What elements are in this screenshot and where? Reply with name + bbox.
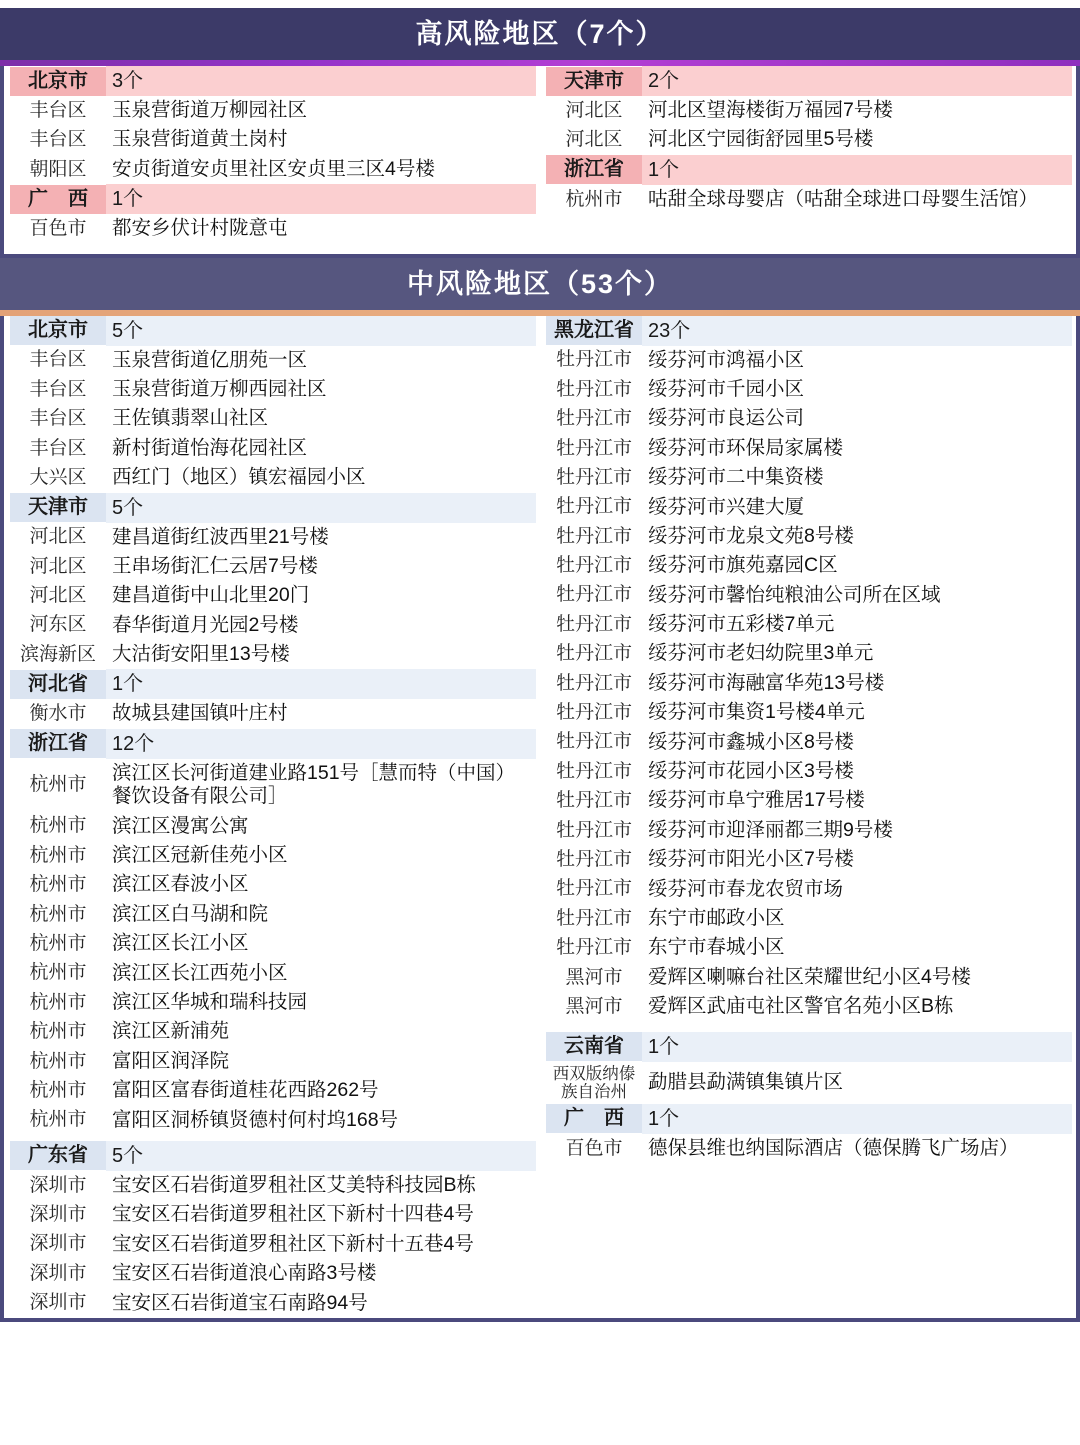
place-name: 绥芬河市二中集资楼 xyxy=(642,463,1072,492)
place-name: 宝安区石岩街道浪心南路3号楼 xyxy=(106,1259,536,1288)
district-name: 牡丹江市 xyxy=(546,728,642,756)
place-name: 绥芬河市阳光小区7号楼 xyxy=(642,845,1072,874)
place-name: 宝安区石岩街道罗租社区下新村十四巷4号 xyxy=(106,1200,536,1229)
district-name: 杭州市 xyxy=(10,1018,106,1046)
row-spacer xyxy=(10,244,536,254)
province-count: 1个 xyxy=(642,155,1072,185)
table-row xyxy=(10,1047,536,1076)
row-spacer xyxy=(546,1022,1072,1032)
district-name: 杭州市 xyxy=(546,186,642,214)
province-name: 黑龙江省 xyxy=(546,316,642,345)
district-name: 杭州市 xyxy=(10,1048,106,1076)
place-name: 滨江区长河街道建业路151号［慧而特（中国）餐饮设备有限公司］ xyxy=(106,759,536,812)
place-name: 绥芬河市鸿福小区 xyxy=(642,346,1072,375)
district-name: 牡丹江市 xyxy=(546,376,642,404)
district-name: 牡丹江市 xyxy=(546,846,642,874)
place-name: 滨江区白马湖和院 xyxy=(106,900,536,929)
table-row xyxy=(10,375,536,404)
place-name: 东宁市邮政小区 xyxy=(642,904,1072,933)
district-name: 深圳市 xyxy=(10,1230,106,1258)
province-header-row xyxy=(10,1141,536,1171)
province-header-row xyxy=(10,66,536,96)
district-name: 杭州市 xyxy=(10,959,106,987)
place-name: 绥芬河市海融富华苑13号楼 xyxy=(642,669,1072,698)
table-row xyxy=(546,522,1072,551)
province-header-row xyxy=(10,316,536,346)
table-row xyxy=(546,1062,1072,1104)
province-count: 5个 xyxy=(106,493,536,523)
district-name: 河北区 xyxy=(546,126,642,154)
district-name: 丰台区 xyxy=(10,97,106,125)
province-count: 12个 xyxy=(106,729,536,759)
high-risk-title: 高风险地区（7个） xyxy=(415,19,665,49)
province-name: 北京市 xyxy=(10,67,106,96)
district-name: 牡丹江市 xyxy=(546,464,642,492)
district-name: 牡丹江市 xyxy=(546,787,642,815)
table-row xyxy=(546,493,1072,522)
district-name: 牡丹江市 xyxy=(546,905,642,933)
place-name: 王串场街汇仁云居7号楼 xyxy=(106,552,536,581)
table-row xyxy=(10,346,536,375)
place-name: 王佐镇翡翠山社区 xyxy=(106,404,536,433)
table-row xyxy=(10,1259,536,1288)
district-name: 杭州市 xyxy=(10,812,106,840)
table-row xyxy=(10,155,536,184)
place-name: 新村街道怡海花园社区 xyxy=(106,434,536,463)
place-name: 河北区宁园街舒园里5号楼 xyxy=(642,125,1072,154)
district-name: 丰台区 xyxy=(10,126,106,154)
district-name: 牡丹江市 xyxy=(546,699,642,727)
district-name: 杭州市 xyxy=(10,771,106,799)
table-row xyxy=(546,185,1072,214)
place-name: 绥芬河市环保局家属楼 xyxy=(642,434,1072,463)
table-row xyxy=(10,988,536,1017)
province-count: 5个 xyxy=(106,316,536,346)
table-row xyxy=(10,404,536,433)
district-name: 黑河市 xyxy=(546,993,642,1021)
place-name: 富阳区洞桥镇贤德村何村坞168号 xyxy=(106,1106,536,1135)
place-name: 绥芬河市千园小区 xyxy=(642,375,1072,404)
place-name: 玉泉营街道黄土岗村 xyxy=(106,125,536,154)
district-name: 杭州市 xyxy=(10,989,106,1017)
district-name: 杭州市 xyxy=(10,842,106,870)
province-header-row xyxy=(546,1104,1072,1134)
table-row xyxy=(546,1134,1072,1163)
province-header-row xyxy=(546,66,1072,96)
place-name: 富阳区富春街道桂花西路262号 xyxy=(106,1076,536,1105)
province-name: 浙江省 xyxy=(546,155,642,184)
district-name: 杭州市 xyxy=(10,871,106,899)
place-name: 绥芬河市阜宁雅居17号楼 xyxy=(642,786,1072,815)
table-row xyxy=(546,434,1072,463)
place-name: 富阳区润泽院 xyxy=(106,1047,536,1076)
province-name: 河北省 xyxy=(10,670,106,699)
province-name: 天津市 xyxy=(10,493,106,522)
place-name: 爱辉区喇嘛台社区荣耀世纪小区4号楼 xyxy=(642,963,1072,992)
table-row xyxy=(546,816,1072,845)
place-name: 勐腊县勐满镇集镇片区 xyxy=(642,1068,1072,1097)
table-row xyxy=(10,1106,536,1135)
district-name: 西双版纳傣族自治州 xyxy=(546,1062,642,1104)
table-row xyxy=(546,698,1072,727)
district-name: 牡丹江市 xyxy=(546,670,642,698)
place-name: 春华街道月光园2号楼 xyxy=(106,611,536,640)
district-name: 朝阳区 xyxy=(10,156,106,184)
table-row xyxy=(546,346,1072,375)
place-name: 爱辉区武庙屯社区警官名苑小区B栋 xyxy=(642,992,1072,1021)
district-name: 深圳市 xyxy=(10,1289,106,1317)
place-name: 安贞街道安贞里社区安贞里三区4号楼 xyxy=(106,155,536,184)
table-row xyxy=(10,1289,536,1318)
high-risk-table xyxy=(0,66,1080,258)
place-name: 都安乡伏计村陇意屯 xyxy=(106,214,536,243)
table-row xyxy=(10,900,536,929)
province-name: 广东省 xyxy=(10,1141,106,1170)
table-row xyxy=(546,463,1072,492)
place-name: 滨江区华城和瑞科技园 xyxy=(106,988,536,1017)
table-row xyxy=(10,1171,536,1200)
mid-risk-table xyxy=(0,316,1080,1318)
top-padding xyxy=(0,0,1080,8)
place-name: 绥芬河市五彩楼7单元 xyxy=(642,610,1072,639)
district-name: 牡丹江市 xyxy=(546,523,642,551)
place-name: 玉泉营街道万柳西园社区 xyxy=(106,375,536,404)
table-row xyxy=(546,933,1072,962)
district-name: 丰台区 xyxy=(10,435,106,463)
table-row xyxy=(546,728,1072,757)
district-name: 河北区 xyxy=(10,553,106,581)
province-header-row xyxy=(10,729,536,759)
table-row xyxy=(10,611,536,640)
table-row xyxy=(10,640,536,669)
province-header-row xyxy=(546,155,1072,185)
place-name: 东宁市春城小区 xyxy=(642,933,1072,962)
table-row xyxy=(10,1230,536,1259)
table-row xyxy=(10,434,536,463)
table-row xyxy=(546,581,1072,610)
table-row xyxy=(546,610,1072,639)
table-row xyxy=(546,757,1072,786)
place-name: 宝安区石岩街道罗租社区艾美特科技园B栋 xyxy=(106,1171,536,1200)
district-name: 丰台区 xyxy=(10,346,106,374)
table-row xyxy=(10,125,536,154)
mid-risk-title: 中风险地区（53个） xyxy=(406,268,674,299)
district-name: 滨海新区 xyxy=(10,641,106,669)
province-count: 1个 xyxy=(642,1032,1072,1062)
table-row xyxy=(546,669,1072,698)
place-name: 河北区望海楼街万福园7号楼 xyxy=(642,96,1072,125)
district-name: 牡丹江市 xyxy=(546,405,642,433)
district-name: 深圳市 xyxy=(10,1201,106,1229)
table-row xyxy=(10,523,536,552)
district-name: 牡丹江市 xyxy=(546,346,642,374)
province-name: 广 西 xyxy=(546,1104,642,1133)
place-name: 滨江区长江西苑小区 xyxy=(106,959,536,988)
province-count: 2个 xyxy=(642,66,1072,96)
place-name: 建昌道街红波西里21号楼 xyxy=(106,523,536,552)
province-count: 1个 xyxy=(642,1104,1072,1134)
table-row xyxy=(546,904,1072,933)
place-name: 绥芬河市龙泉文苑8号楼 xyxy=(642,522,1072,551)
district-name: 牡丹江市 xyxy=(546,552,642,580)
district-name: 百色市 xyxy=(10,215,106,243)
place-name: 滨江区漫寓公寓 xyxy=(106,812,536,841)
table-row xyxy=(10,463,536,492)
place-name: 绥芬河市馨怡纯粮油公司所在区域 xyxy=(642,581,1072,610)
place-name: 建昌道街中山北里20门 xyxy=(106,581,536,610)
place-name: 绥芬河市老妇幼院里3单元 xyxy=(642,639,1072,668)
table-row xyxy=(10,870,536,899)
table-row xyxy=(10,841,536,870)
mid-risk-right-column xyxy=(540,316,1076,1318)
place-name: 玉泉营街道亿朋苑一区 xyxy=(106,346,536,375)
mid-risk-left-column xyxy=(4,316,540,1318)
province-header-row xyxy=(10,493,536,523)
district-name: 牡丹江市 xyxy=(546,758,642,786)
province-header-row xyxy=(10,669,536,699)
province-header-row xyxy=(10,184,536,214)
province-count: 23个 xyxy=(642,316,1072,346)
table-row xyxy=(546,375,1072,404)
district-name: 杭州市 xyxy=(10,1077,106,1105)
table-row xyxy=(10,96,536,125)
table-row xyxy=(10,812,536,841)
table-bottom-border xyxy=(0,1318,1080,1322)
province-name: 浙江省 xyxy=(10,729,106,758)
district-name: 丰台区 xyxy=(10,376,106,404)
place-name: 咕甜全球母婴店（咕甜全球进口母婴生活馆） xyxy=(642,185,1072,214)
table-row xyxy=(10,1200,536,1229)
table-row xyxy=(10,929,536,958)
table-row xyxy=(546,875,1072,904)
district-name: 河东区 xyxy=(10,611,106,639)
place-name: 故城县建国镇叶庄村 xyxy=(106,699,536,728)
table-row xyxy=(546,404,1072,433)
province-name: 广 西 xyxy=(10,185,106,214)
table-row xyxy=(546,963,1072,992)
table-row xyxy=(10,699,536,728)
table-row xyxy=(546,125,1072,154)
place-name: 滨江区新浦苑 xyxy=(106,1017,536,1046)
district-name: 黑河市 xyxy=(546,964,642,992)
mid-risk-banner xyxy=(0,258,1080,310)
district-name: 大兴区 xyxy=(10,464,106,492)
province-count: 5个 xyxy=(106,1141,536,1171)
place-name: 德保县维也纳国际酒店（德保腾飞广场店） xyxy=(642,1134,1072,1163)
district-name: 牡丹江市 xyxy=(546,611,642,639)
table-row xyxy=(546,639,1072,668)
district-name: 深圳市 xyxy=(10,1260,106,1288)
province-header-row xyxy=(546,316,1072,346)
province-count: 3个 xyxy=(106,66,536,96)
place-name: 宝安区石岩街道宝石南路94号 xyxy=(106,1289,536,1318)
district-name: 牡丹江市 xyxy=(546,875,642,903)
table-row xyxy=(10,1017,536,1046)
province-header-row xyxy=(546,1032,1072,1062)
place-name: 绥芬河市鑫城小区8号楼 xyxy=(642,728,1072,757)
high-risk-right-column xyxy=(540,66,1076,254)
place-name: 滨江区长江小区 xyxy=(106,929,536,958)
place-name: 滨江区春波小区 xyxy=(106,870,536,899)
place-name: 绥芬河市集资1号楼4单元 xyxy=(642,698,1072,727)
district-name: 牡丹江市 xyxy=(546,817,642,845)
district-name: 河北区 xyxy=(10,582,106,610)
table-row xyxy=(546,96,1072,125)
district-name: 杭州市 xyxy=(10,1106,106,1134)
district-name: 深圳市 xyxy=(10,1172,106,1200)
province-count: 1个 xyxy=(106,669,536,699)
table-row xyxy=(10,552,536,581)
place-name: 绥芬河市良运公司 xyxy=(642,404,1072,433)
table-row xyxy=(10,214,536,243)
table-row xyxy=(546,786,1072,815)
district-name: 牡丹江市 xyxy=(546,435,642,463)
place-name: 绥芬河市花园小区3号楼 xyxy=(642,757,1072,786)
district-name: 丰台区 xyxy=(10,405,106,433)
district-name: 牡丹江市 xyxy=(546,493,642,521)
district-name: 杭州市 xyxy=(10,930,106,958)
high-risk-left-column xyxy=(4,66,540,254)
place-name: 绥芬河市迎泽丽都三期9号楼 xyxy=(642,816,1072,845)
district-name: 河北区 xyxy=(10,523,106,551)
table-row xyxy=(546,551,1072,580)
province-name: 天津市 xyxy=(546,67,642,96)
place-name: 绥芬河市春龙农贸市场 xyxy=(642,875,1072,904)
district-name: 衡水市 xyxy=(10,700,106,728)
district-name: 百色市 xyxy=(546,1135,642,1163)
table-row xyxy=(10,1076,536,1105)
province-count: 1个 xyxy=(106,184,536,214)
place-name: 绥芬河市兴建大厦 xyxy=(642,493,1072,522)
district-name: 牡丹江市 xyxy=(546,934,642,962)
province-name: 北京市 xyxy=(10,316,106,345)
place-name: 绥芬河市旗苑嘉园C区 xyxy=(642,551,1072,580)
table-row xyxy=(10,581,536,610)
table-row xyxy=(10,959,536,988)
place-name: 大沽街安阳里13号楼 xyxy=(106,640,536,669)
district-name: 牡丹江市 xyxy=(546,640,642,668)
place-name: 滨江区冠新佳苑小区 xyxy=(106,841,536,870)
table-row xyxy=(546,845,1072,874)
high-risk-banner xyxy=(0,8,1080,60)
place-name: 西红门（地区）镇宏福园小区 xyxy=(106,463,536,492)
table-row xyxy=(546,992,1072,1021)
district-name: 牡丹江市 xyxy=(546,581,642,609)
province-name: 云南省 xyxy=(546,1032,642,1061)
place-name: 玉泉营街道万柳园社区 xyxy=(106,96,536,125)
district-name: 河北区 xyxy=(546,97,642,125)
district-name: 杭州市 xyxy=(10,901,106,929)
table-row xyxy=(10,759,536,812)
place-name: 宝安区石岩街道罗租社区下新村十五巷4号 xyxy=(106,1230,536,1259)
